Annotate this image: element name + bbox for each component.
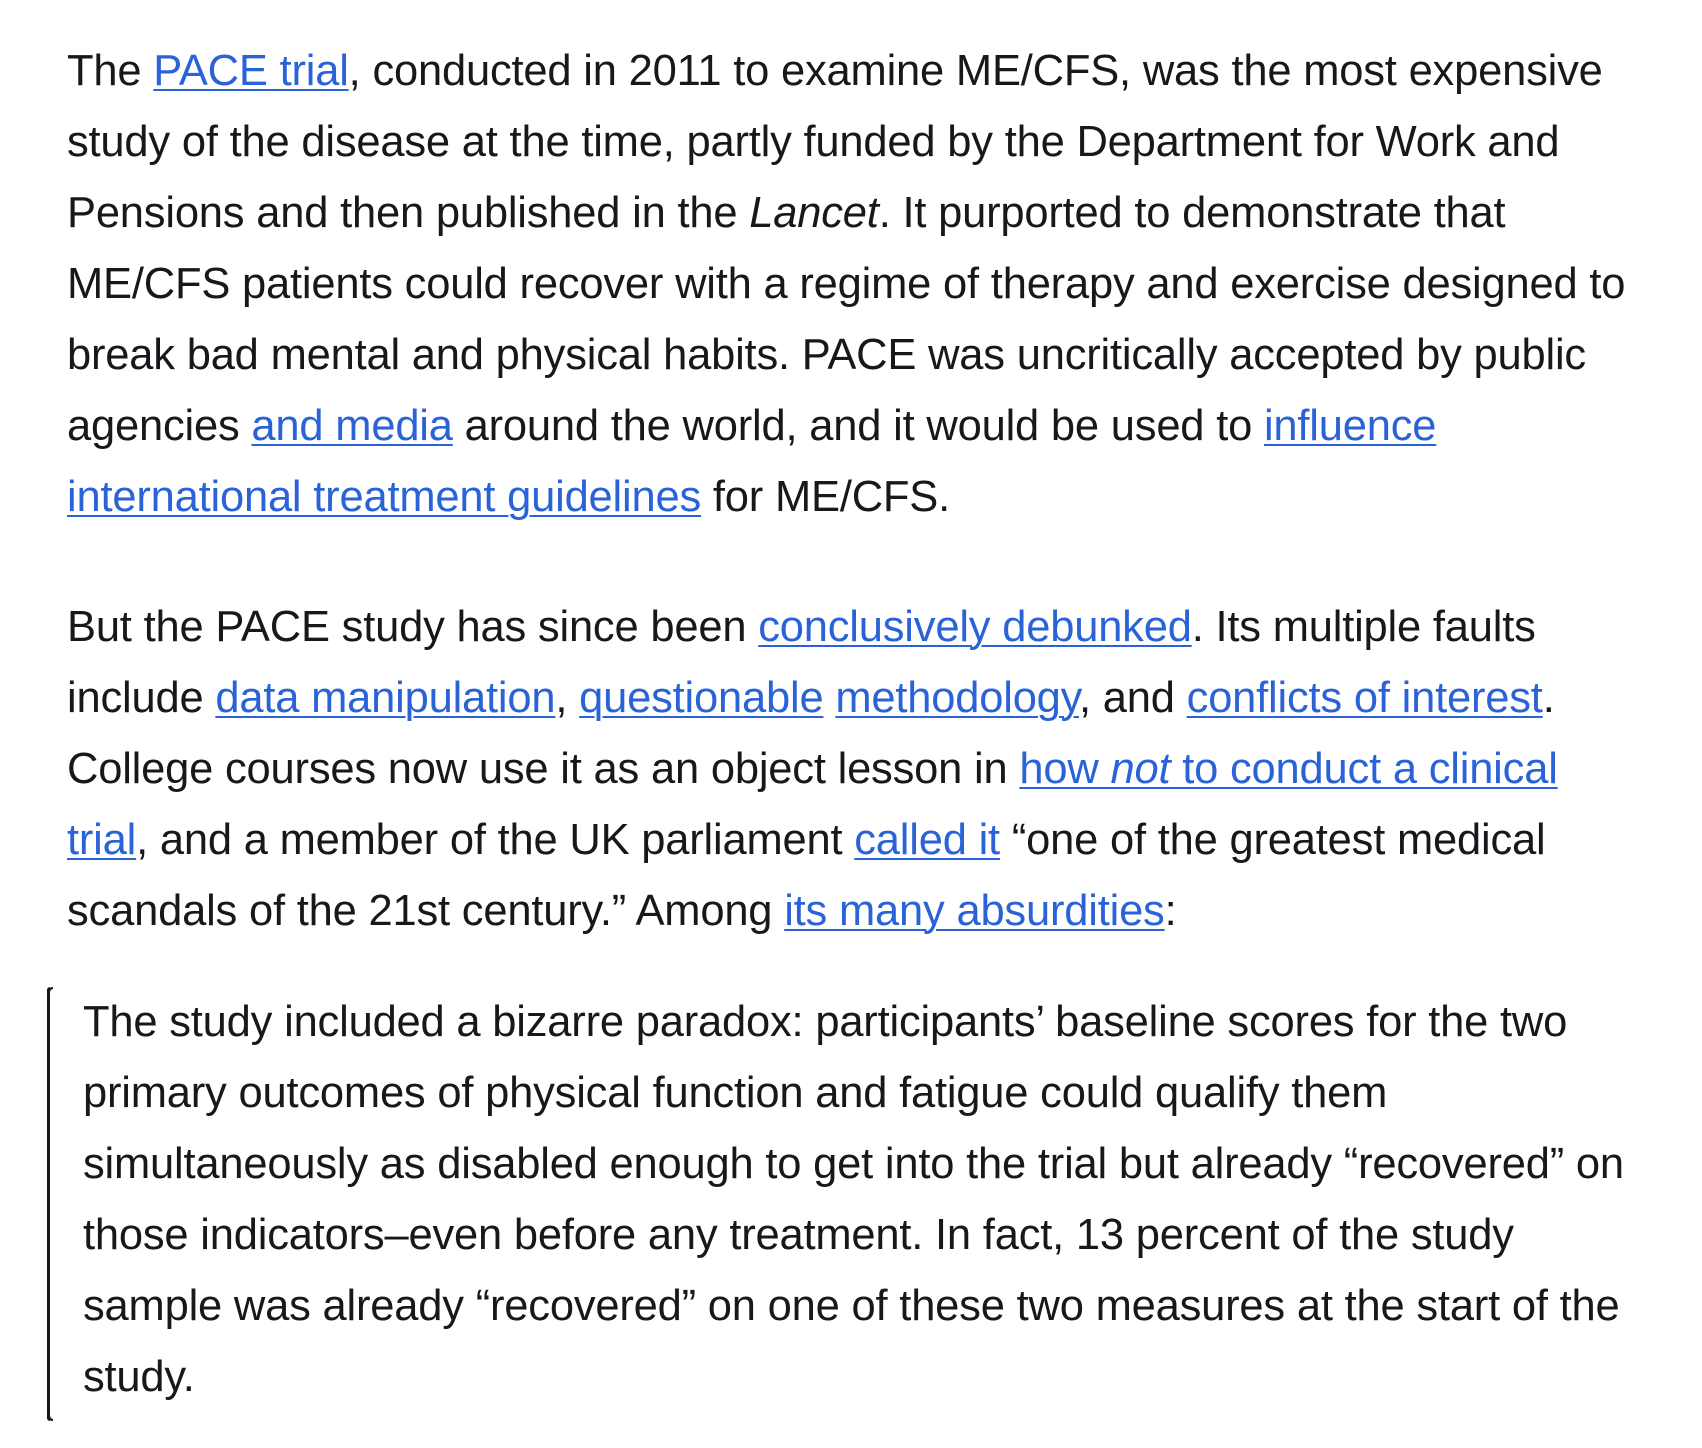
link-questionable[interactable]: questionable	[579, 674, 824, 722]
article-body	[67, 36, 1627, 1413]
link-and-media[interactable]: and media	[251, 402, 453, 450]
link-pace-trial[interactable]: PACE trial	[153, 47, 349, 95]
blockquote-border	[47, 987, 50, 1421]
link-called-it[interactable]: called it	[854, 816, 1000, 864]
blockquote	[47, 987, 1628, 1413]
paragraph-pace-intro: The PACE trial, conducted in 2011 to examine ME/CFS, was the most expensive study of the disease at the time, partly funded by the Department for Work and Pensions and then published in the Lancet. It purported to demonstrate that ME/CFS patients could recover with a regime of therapy and exercise designed to break bad mental and physical habits. PACE was uncritically accepted by public agencies and media around the world, and it would be used to influence international treatment guidelines for ME/CFS.	[67, 47, 1626, 521]
link-many-absurdities[interactable]: its many absurdities	[784, 887, 1165, 935]
publication-title-lancet: Lancet	[749, 189, 879, 237]
link-methodology[interactable]: methodology	[835, 674, 1079, 722]
blockquote-text: The study included a bizarre paradox: participants’ baseline scores for the two primary outcomes of physical function and fatigue could qualify them simultaneously as disabled enough to get into the trial but already “recovered” on those indicators–even before any treatment. In fact, 13 percent of the study sample was already “recovered” on one of these two measures at the start of the study.	[83, 998, 1624, 1401]
link-how-not-to-conduct-trial[interactable]: how not to conduct a clinical trial	[67, 745, 1558, 864]
paragraph-pace-debunked: But the PACE study has since been conclusively debunked. Its multiple faults include data manipulation, questionable methodology, and conflicts of interest. College courses now use it as an object lesson in how not to conduct a clinical trial, and a member of the UK parliament called it “one of the greatest medical scandals of the 21st century.” Among its many absurdities:	[67, 603, 1558, 935]
link-conclusively-debunked[interactable]: conclusively debunked	[758, 603, 1192, 651]
link-treatment-guidelines[interactable]: influence international treatment guidelines	[67, 402, 1437, 521]
link-conflicts-of-interest[interactable]: conflicts of interest	[1186, 674, 1543, 722]
link-data-manipulation[interactable]: data manipulation	[215, 674, 556, 722]
